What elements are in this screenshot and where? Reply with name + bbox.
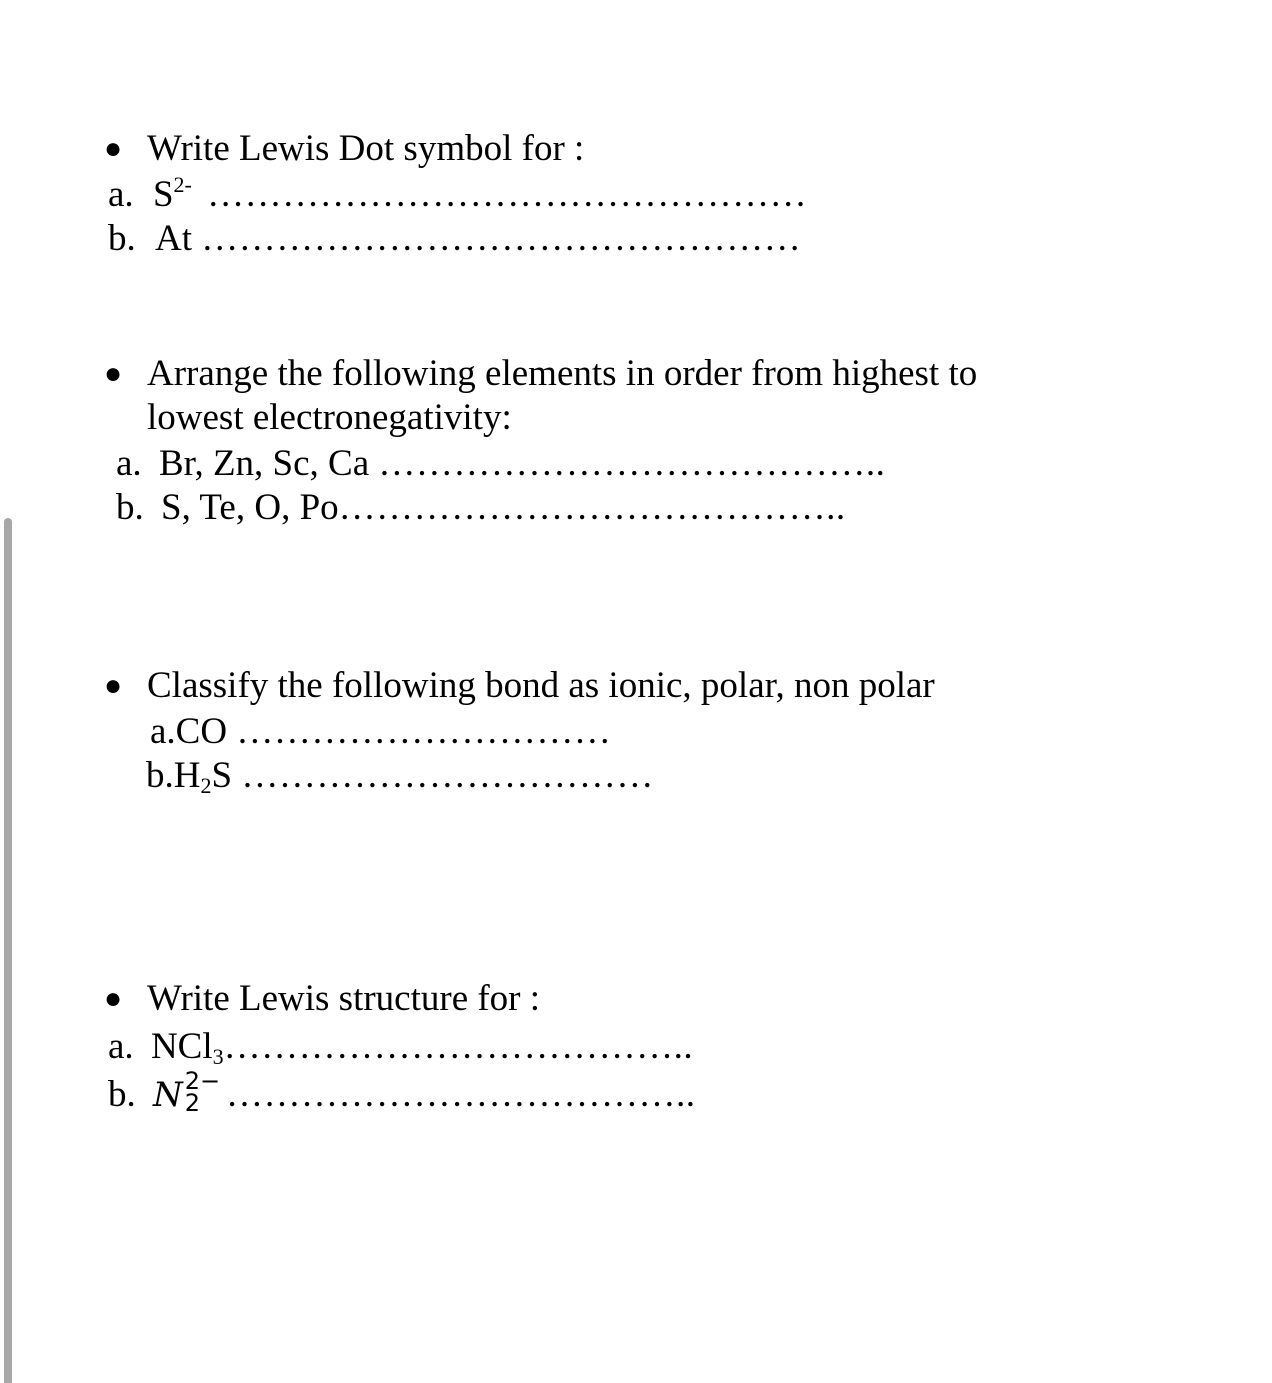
- answer-blank[interactable]: ………………………………..: [223, 1026, 694, 1067]
- heading-text-line1: Arrange the following elements in order from highest to: [147, 353, 978, 394]
- answer-item-b: [116, 486, 846, 530]
- bullet-icon: ●: [104, 669, 123, 702]
- item-label: NCl: [150, 1026, 213, 1067]
- item-label: Br, Zn, Sc, Ca: [158, 443, 370, 484]
- subscript: 3: [212, 1044, 224, 1069]
- answer-blank[interactable]: …………………………: [236, 711, 612, 752]
- question-heading: [104, 127, 585, 171]
- heading-text-line2: lowest electronegativity:: [147, 397, 512, 438]
- bullet-icon: ●: [104, 982, 123, 1015]
- item-label-suffix: S: [211, 755, 233, 796]
- answer-blank[interactable]: …………………………………..: [338, 487, 846, 528]
- math-scripts: [183, 1067, 221, 1117]
- item-label: a.CO: [150, 711, 228, 752]
- bullet-icon: ●: [104, 357, 123, 390]
- item-letter: b.: [108, 218, 136, 259]
- math-base: N: [153, 1075, 183, 1115]
- answer-item-a: [108, 173, 807, 217]
- answer-item-a: [116, 442, 885, 486]
- answer-item-a: [150, 710, 611, 754]
- answer-blank[interactable]: ……………………………: [241, 755, 654, 796]
- question-heading: [104, 664, 935, 708]
- answer-item-b: [108, 1067, 696, 1117]
- answer-blank[interactable]: …………………………………………: [207, 174, 808, 215]
- math-subscript: 2: [184, 1089, 201, 1117]
- bullet-icon: ●: [104, 132, 123, 165]
- item-letter: a.: [108, 174, 134, 215]
- charge-superscript: 2-: [173, 172, 192, 197]
- heading-text: Classify the following bond as ionic, polar, non polar: [147, 665, 935, 706]
- heading-text: Write Lewis structure for :: [147, 978, 541, 1019]
- item-letter: b.: [116, 487, 144, 528]
- answer-blank[interactable]: ………………………………..: [226, 1074, 696, 1115]
- answer-item-b: [146, 754, 654, 798]
- answer-item-b: [108, 217, 801, 261]
- heading-text: Write Lewis Dot symbol for :: [147, 128, 585, 169]
- item-label: S: [152, 174, 174, 215]
- scrollbar[interactable]: [4, 518, 12, 1383]
- item-letter: a.: [108, 1026, 134, 1067]
- item-label-prefix: b.H: [146, 755, 201, 796]
- math-superscript: 2−: [184, 1067, 221, 1095]
- answer-blank[interactable]: …………………………………..: [378, 443, 886, 484]
- item-letter: a.: [116, 443, 142, 484]
- answer-blank[interactable]: …………………………………………: [201, 218, 802, 259]
- item-label: At: [155, 218, 192, 259]
- subscript: 2: [200, 773, 212, 798]
- item-label: S, Te, O, Po: [161, 487, 339, 528]
- question-heading: [104, 977, 541, 1021]
- item-letter: b.: [108, 1074, 136, 1115]
- question-heading: [104, 352, 978, 396]
- answer-item-a: [108, 1025, 693, 1069]
